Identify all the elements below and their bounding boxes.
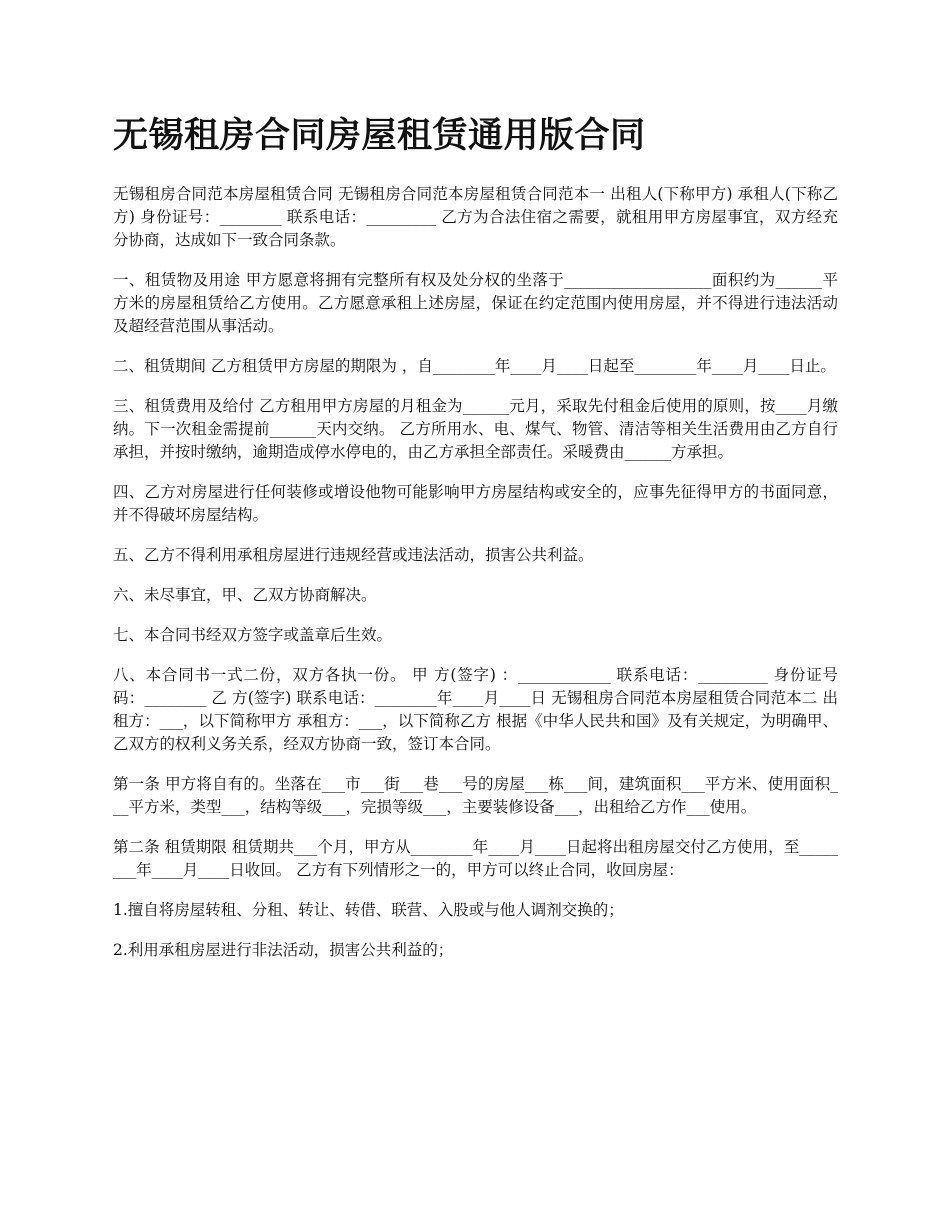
document-title: 无锡租房合同房屋租赁通用版合同	[113, 115, 646, 156]
paragraph-intro: 无锡租房合同范本房屋租赁合同 无锡租房合同范本房屋租赁合同范本一 出租人(下称甲方) 承租人(下称乙方) 身份证号：________ 联系电话：_________ 乙方为合法住宿之需要，就租用甲方房屋事宜，双方经充分协商，达成如下一致合同条款。	[113, 185, 838, 249]
paragraph-article-1: 第一条 甲方将自有的。坐落在___市___街___巷___号的房屋___栋___间，建筑面积___平方米、使用面积___平方米，类型___，结构等级___，完损等级___，主要装修设备___，出租给乙方作___使用。	[113, 775, 838, 816]
paragraph-item-1: 1.擅自将房屋转租、分租、转让、转借、联营、入股或与他人调剂交换的；	[113, 901, 624, 919]
paragraph-clause-4: 四、乙方对房屋进行任何装修或增设他物可能影响甲方房屋结构或安全的，应事先征得甲方的书面同意，并不得破坏房屋结构。	[113, 483, 838, 524]
paragraph-clause-3: 三、租赁费用及给付 乙方租用甲方房屋的月租金为______元月，采取先付租金后使用的原则，按____月缴纳。下一次租金需提前______天内交纳。 乙方所用水、电、煤气、物管、清洁等相关生活费用由乙方自行承担，并按时缴纳，逾期造成停水停电的，由乙方承担全部责任。采暖费由______方承担。	[113, 397, 838, 461]
paragraph-item-2: 2.利用承租房屋进行非法活动，损害公共利益的；	[113, 941, 454, 959]
paragraph-clause-5: 五、乙方不得利用承租房屋进行违规经营或违法活动，损害公共利益。	[113, 546, 594, 564]
paragraph-article-2: 第二条 租赁期限 租赁期共___个月，甲方从________年____月____日起将出租房屋交付乙方使用，至________年____月____日收回。 乙方有下列情形之一的，甲方可以终止合同，收回房屋：	[113, 838, 838, 879]
paragraph-clause-2: 二、租赁期间 乙方租赁甲方房屋的期限为 ，自________年____月____日起至________年____月____日止。	[113, 357, 836, 375]
paragraph-clause-6: 六、未尽事宜，甲、乙双方协商解决。	[113, 586, 377, 604]
paragraph-clause-7: 七、本合同书经双方签字或盖章后生效。	[113, 626, 393, 644]
paragraph-clause-1: 一、租赁物及用途 甲方愿意将拥有完整所有权及处分权的坐落于___________________面积约为______平方米的房屋租赁给乙方使用。乙方愿意承租上述房屋，保证在约定范围内使用房屋，并不得进行违法活动及超经营范围从事活动。	[113, 271, 838, 335]
document-page	[113, 112, 838, 979]
paragraph-clause-8: 八、本合同书一式二份，双方各执一份。 甲 方(签字) ：____________ 联系电话：_________ 身份证号码：________ 乙 方(签字) 联系电话：________年____月____日 无锡租房合同范本房屋租赁合同范本二 出租方：___，以下简称甲方 承租方：___，以下简称乙方 根据《中华人民共和国》及有关规定，为明确甲、乙双方的权利义务关系，经双方协商一致，签订本合同。	[113, 666, 838, 753]
